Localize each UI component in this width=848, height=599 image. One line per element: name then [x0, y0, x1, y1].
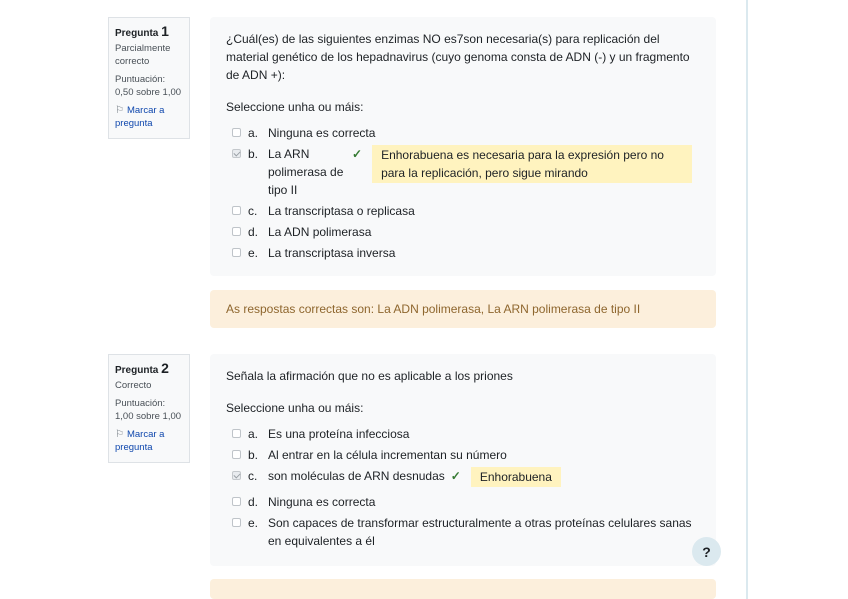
question-2-text: Señala la afirmación que no es aplicable a los priones — [226, 369, 513, 383]
question-1-flag-link[interactable]: ⚐ Marcar a pregunta — [115, 105, 165, 129]
option-checkbox[interactable] — [232, 450, 241, 459]
option-checkbox[interactable] — [232, 497, 241, 506]
question-2-prompt: Seleccione unha ou máis: — [226, 401, 364, 415]
question-2-right-answer — [210, 579, 716, 599]
answer-option-c[interactable]: c. La transcriptasa o replicasa — [226, 202, 700, 220]
help-button[interactable]: ? — [692, 537, 721, 566]
question-1-state: Parcialmente correcto — [115, 43, 171, 67]
correct-check-icon: ✓ — [450, 469, 461, 483]
answer-option-d[interactable]: d. La ADN polimerasa — [226, 223, 700, 241]
question-1-number: Pregunta 1 — [115, 23, 169, 39]
option-checkbox[interactable] — [232, 128, 241, 137]
option-feedback: Enhorabuena — [471, 467, 561, 487]
option-feedback: Enhorabuena es necesaria para la expresión pero no para la replicación, pero sigue mirando — [372, 145, 692, 183]
question-2-content — [210, 354, 716, 566]
answer-option-a[interactable]: a. Ninguna es correcta — [226, 124, 700, 142]
option-checkbox[interactable] — [232, 518, 241, 527]
flag-icon: ⚐ — [115, 105, 124, 116]
option-checkbox[interactable] — [232, 206, 241, 215]
question-2-number: Pregunta 2 — [115, 360, 169, 376]
option-checkbox-checked[interactable] — [232, 471, 241, 480]
question-2-state: Correcto — [115, 380, 152, 391]
question-1-content — [210, 17, 716, 276]
answer-option-c[interactable]: c. son moléculas de ARN desnudas ✓ Enhorabuena — [226, 467, 700, 487]
question-1-answers — [226, 124, 700, 262]
question-1-prompt: Seleccione unha ou máis: — [226, 100, 364, 114]
question-2-flag-link[interactable]: ⚐ Marcar a pregunta — [115, 429, 165, 453]
answer-option-b[interactable]: b. Al entrar en la célula incrementan su número — [226, 446, 700, 464]
flag-icon: ⚐ — [115, 429, 124, 440]
answer-option-d[interactable]: d. Ninguna es correcta — [226, 493, 700, 511]
question-2-grade: Puntuación: 1,00 sobre 1,00 — [115, 398, 182, 422]
question-2-info — [108, 354, 190, 463]
answer-option-e[interactable]: e. La transcriptasa inversa — [226, 244, 700, 262]
option-checkbox[interactable] — [232, 227, 241, 236]
answer-option-a[interactable]: a. Es una proteína infecciosa — [226, 425, 700, 443]
question-1-text: ¿Cuál(es) de las siguientes enzimas NO es7son necesaria(s) para replicación del material genético de los hepadnavirus (cuyo genoma consta de ADN (-) y un fragmento de ADN +): — [226, 32, 690, 82]
question-2-answers — [226, 425, 700, 550]
question-1-right-answer: As respostas correctas son: La ADN polimerasa, La ARN polimerasa de tipo II — [210, 290, 716, 328]
correct-check-icon: ✓ — [352, 147, 363, 161]
option-checkbox[interactable] — [232, 248, 241, 257]
question-1-info — [108, 17, 190, 139]
page-right-border — [746, 0, 748, 599]
option-checkbox-checked[interactable] — [232, 149, 241, 158]
option-checkbox[interactable] — [232, 429, 241, 438]
answer-option-b[interactable]: b. La ARN polimerasa de tipo II ✓ Enhorabuena es necesaria para la expresión pero no para la replicación, pero sigue mirando — [226, 145, 700, 199]
answer-option-e[interactable]: e. Son capaces de transformar estructuralmente a otras proteínas celulares sanas en equivalentes a él — [226, 514, 700, 550]
question-1-grade: Puntuación: 0,50 sobre 1,00 — [115, 74, 182, 98]
